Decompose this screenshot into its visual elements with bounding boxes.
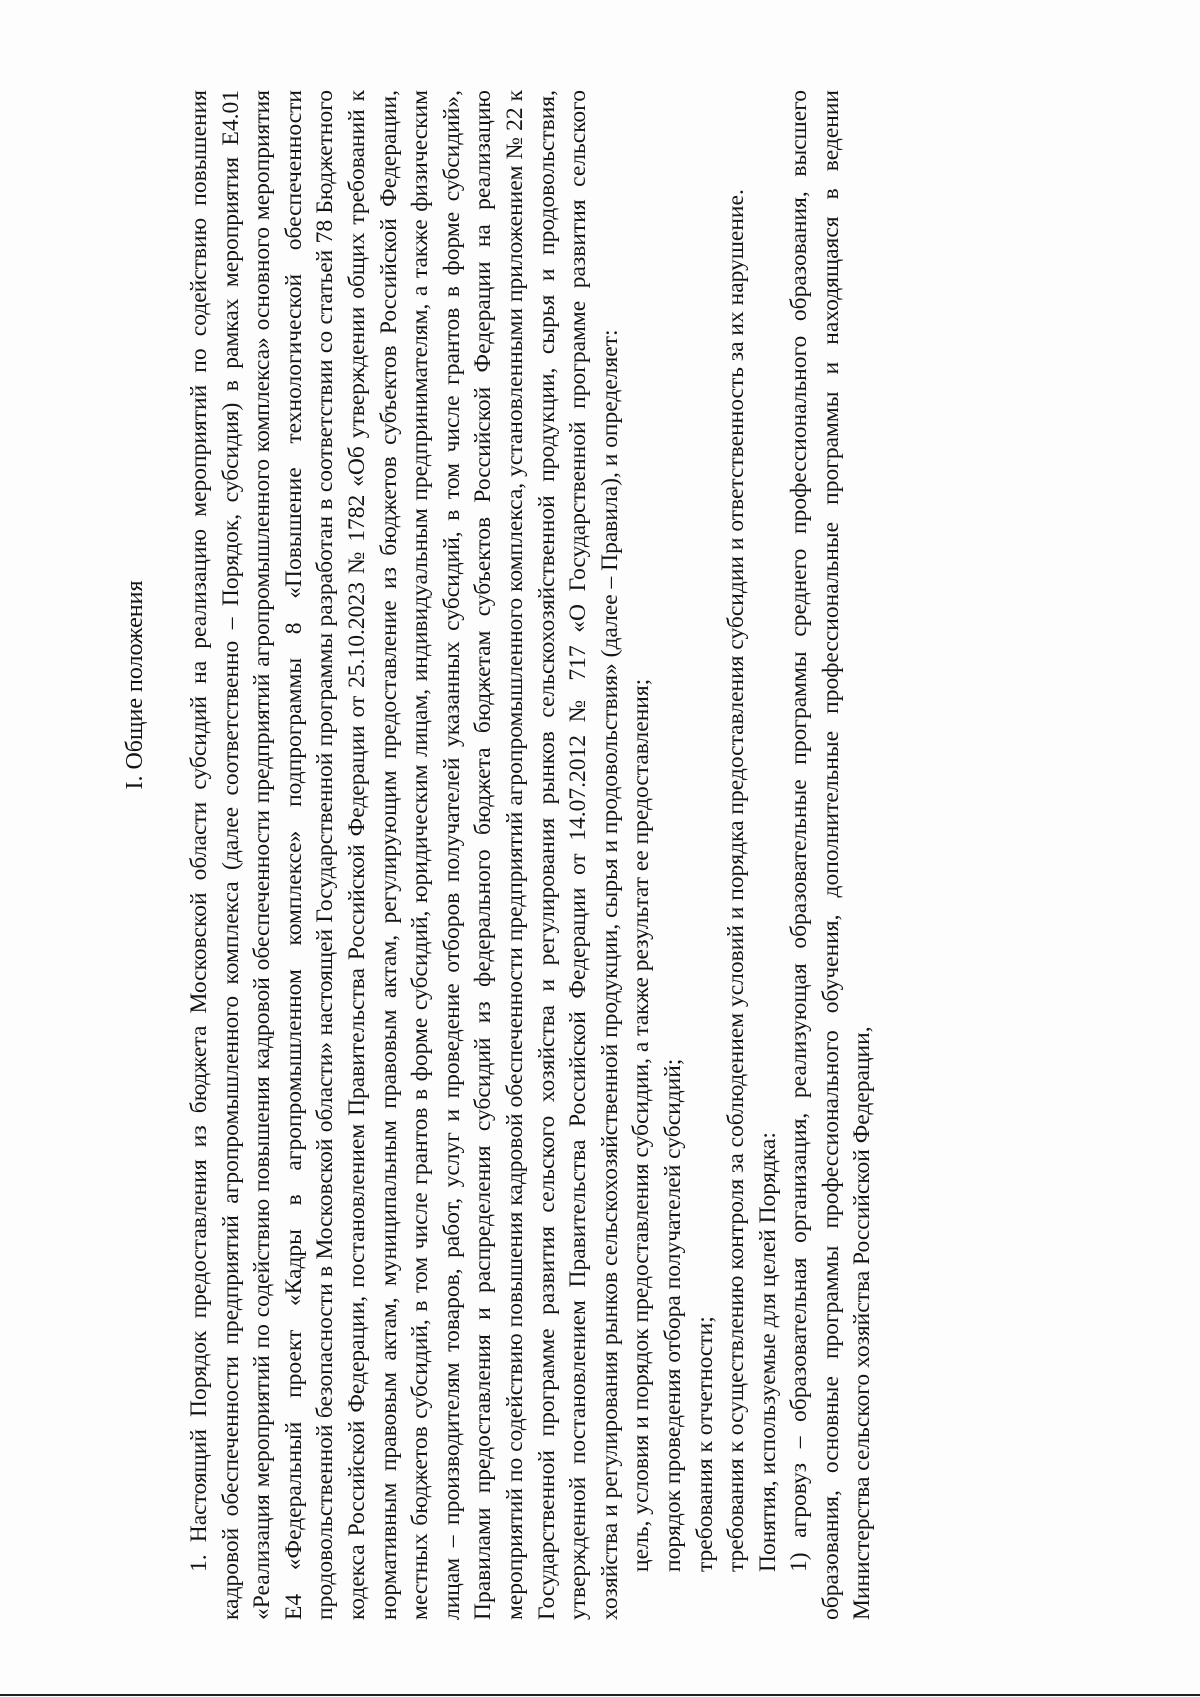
paragraph-control: требования к осуществлению контроля за соблюдением условий и порядка предоставления субсидии и ответственность за их нарушение. [723, 189, 750, 1572]
list-item-goal: цель, условия и порядок предоставления субсидии, а также результат ее предоставления; [628, 678, 655, 1572]
section-title [120, 90, 184, 1620]
section-title-text: I. Общие положения [122, 580, 148, 790]
rotated-content [120, 90, 879, 1620]
paragraph-concepts: Понятия, используемые для целей Порядка: [754, 1132, 781, 1572]
paragraph-1: 1. Настоящий Порядок предоставления из бюджета Московской области субсидий на реализацию мероприятий по содействию повышения кадровой обеспеченности предприятий агропромышленного комплекса (далее соответственно – Порядок, субсидия) в рамках мероприятия Е4.01 «Реализация мероприятий по содействию повышения кадровой обеспеченности предприятий агропромышленного комплекса» основного мероприятия Е4 «Федеральный проект «Кадры в агропромышленном комплексе» подпрограммы 8 «Повышение технологической обеспеченности продовольственной безопасности в Московской области» настоящей Государственной программы разработан в соответствии со статьей 78 Бюджетного кодекса Российской Федерации, постановлением Правительства Российской Федерации от 25.10.2023 № 1782 «Об утверждении общих требований к нормативным правовым актам, муниципальным правовым актам, регулирующим предоставление из бюджетов субъектов Российской Федерации, местных бюджетов субсидий, в том числе грантов в форме субсидий, юридическим лицам, индивидуальным предпринимателям, а также физическим лицам – производителям товаров, работ, услуг и проведение отборов получателей указанных субсидий, в том числе грантов в форме субсидий», Правилами предоставления и распределения субсидий из федерального бюджета бюджетам субъектов Российской Федерации на реализацию мероприятий по содействию повышения кадровой обеспеченности предприятий агропромышленного комплекса, установленными приложением № 22 к Государственной программе развития сельского хозяйства и регулирования рынков сельскохозяйственной продукции, сырья и продовольствия, утвержденной постановлением Правительства Российской Федерации от 14.07.2012 № 717 «О Государственной программе развития сельского хозяйства и регулирования рынков сельскохозяйственной продукции, сырья и продовольствия» (далее – Правила), и определяет: [186, 90, 623, 1620]
list-item-selection: порядок проведения отбора получателей субсидий; [659, 1058, 686, 1572]
paragraph-agrovuz: 1) агровуз – образовательная организация, реализующая образовательные программы среднего профессионального образования, высшего образования, основные программы профессионального обучения, дополнительные профессиональные программы и находящаяся в ведении Министерства сельского хозяйства Российской Федерации, [786, 90, 876, 1620]
list-item-reporting: требования к отчетности; [691, 1316, 718, 1572]
bottom-edge-line [0, 1694, 1200, 1696]
